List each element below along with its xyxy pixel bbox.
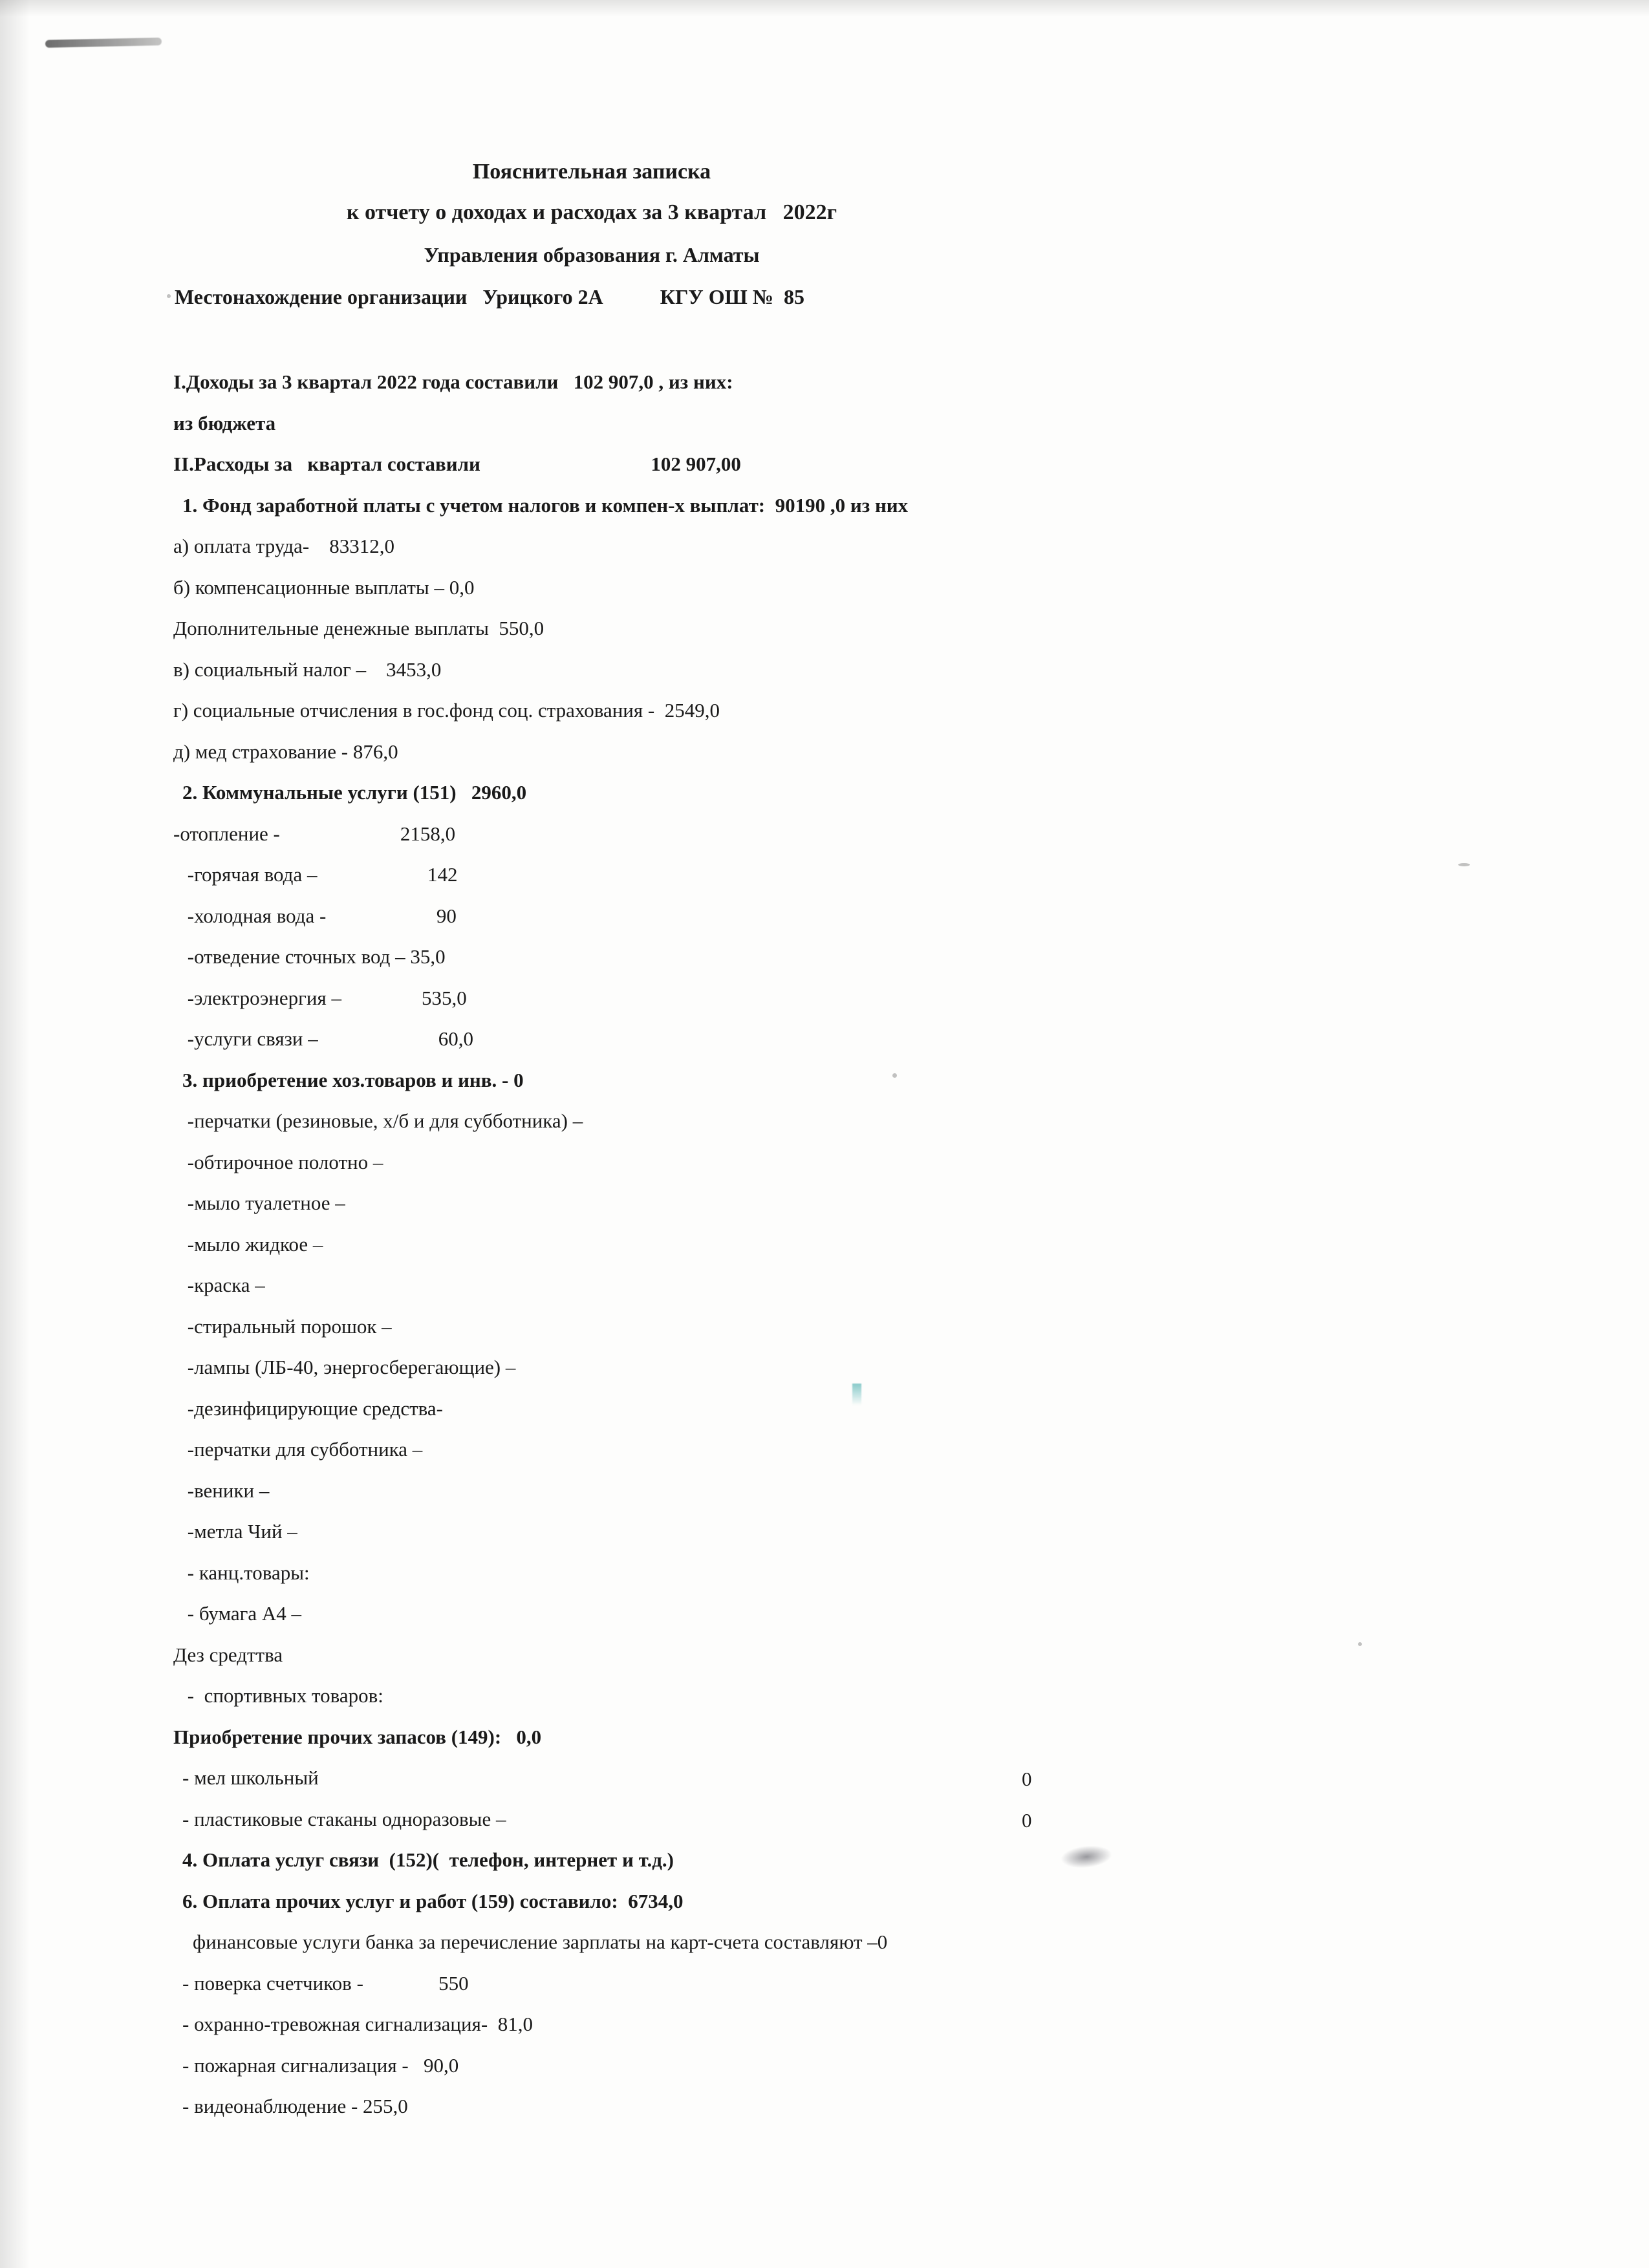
document-line: I.Доходы за 3 квартал 2022 года составили 102 907,0 , из них: [173,370,733,393]
document-line: -краска – [182,1274,265,1296]
document-line: 4. Оплата услуг связи (152)( телефон, интернет и т.д.) [182,1848,674,1871]
document-line: а) оплата труда- 83312,0 [173,535,394,557]
document-line: -перчатки для субботника – [182,1438,423,1460]
document-line: II.Расходы за квартал составили 102 907,00 [173,453,741,475]
document-line: -обтирочное полотно – [182,1150,383,1173]
document-line: -мыло жидкое – [182,1232,323,1256]
document-line: -веники – [182,1479,270,1502]
document-line: -дезинфицирующие средства- [182,1396,443,1420]
organization-location-line: Местонахождение организации Урицкого 2А КГУ ОШ № 85 [175,285,804,308]
scan-smudge-mark [45,37,162,48]
document-line: 6. Оплата прочих услуг и работ (159) составило: 6734,0 [182,1889,684,1912]
document-line: -перчатки (резиновые, х/б и для субботника) – [182,1109,583,1132]
document-title-line-2: к отчету о доходах и расходах за 3 квартал 2022г [346,200,837,224]
scan-edge-shadow-top [0,0,1649,17]
document-title-line-1: Пояснительная записка [472,160,711,184]
document-line: - пожарная сигнализация - 90,0 [182,2053,459,2077]
document-line: -холодная вода - 90 [182,904,457,927]
document-line: г) социальные отчисления в гос.фонд соц. страхования - 2549,0 [173,699,720,722]
document-line: - охранно-тревожная сигнализация- 81,0 [182,2013,533,2035]
document-line: - видеонаблюдение - 255,0 [182,2095,408,2117]
document-line: - спортивных товаров: [182,1684,383,1707]
document-line: - пластиковые стаканы одноразовые – [182,1807,506,1830]
document-line: -услуги связи – 60,0 [182,1027,473,1050]
document-line: - канц.товары: [182,1561,310,1584]
document-line: Дополнительные денежные выплаты 550,0 [173,617,544,639]
document-line: - бумага А4 – [182,1602,302,1625]
document-line: Дез средттва [173,1643,283,1666]
dust-speck [1458,863,1470,866]
document-line: -отведение сточных вод – 35,0 [182,945,446,968]
dust-speck [1358,1642,1362,1646]
document-line: - поверка счетчиков - 550 [182,1971,469,1995]
document-line: -горячая вода – 142 [182,863,458,886]
document-line: -стиральный порошок – [182,1314,392,1338]
document-line: -мыло туалетное – [182,1192,345,1214]
document-line: -лампы (ЛБ-40, энергосберегающие) – [182,1356,516,1378]
document-line: б) компенсационные выплаты – 0,0 [173,575,475,599]
document-line: -метла Чий – [182,1520,297,1543]
document-line: из бюджета [173,411,276,434]
document-line-value: 0 [1022,1768,1032,1790]
document-line: финансовые услуги банка за перечисление зарплаты на карт-счета составляют –0 [193,1931,888,1953]
document-line: Приобретение прочих запасов (149): 0,0 [173,1725,542,1748]
dust-speck [892,1073,897,1078]
document-line: - мел школьный [182,1766,319,1789]
document-line: в) социальный налог – 3453,0 [173,658,442,681]
document-line: 2. Коммунальные услуги (151) 2960,0 [182,781,527,804]
document-line-value: 0 [1022,1808,1032,1832]
ink-smudge-mark [1059,1843,1113,1870]
document-title-line-3: Управления образования г. Алматы [424,243,760,266]
teal-ink-mark [852,1384,861,1406]
document-line: -отопление - 2158,0 [173,822,456,845]
dust-speck [167,294,171,298]
document-line: 1. Фонд заработной платы с учетом налогов и компен-х выплат: 90190 ,0 из них [182,493,909,517]
document-line: д) мед страхование - 876,0 [173,740,398,763]
document-line: -электроэнергия – 535,0 [182,986,467,1009]
scan-edge-shadow-left [0,0,30,2268]
document-line: 3. приобретение хоз.товаров и инв. - 0 [182,1068,524,1091]
